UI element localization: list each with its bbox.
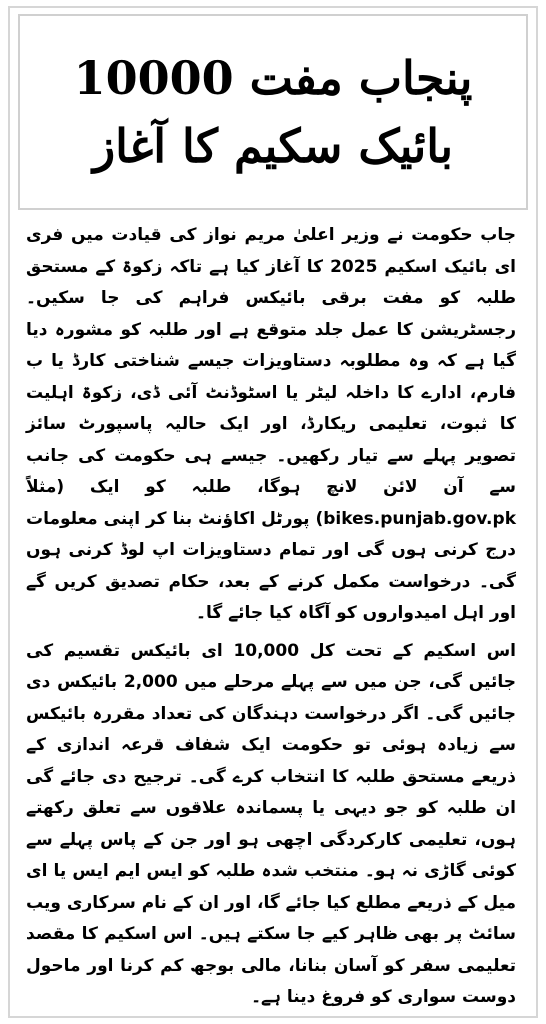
headline-line-1: پنجاب مفت 10000: [73, 51, 473, 105]
article-body: [26, 220, 516, 1007]
article-frame: [8, 6, 538, 1018]
paragraph-registration: جاب حکومت نے وزیر اعلیٰ مریم نواز کی قیادت میں فری ای بائیک اسکیم 2025 کا آغاز کیا ہے تاکہ زکوۃ کے مستحق طلبہ کو مفت برقی بائیکس فراہم کی جا سکیں۔ رجسٹریشن کا عمل جلد متوقع ہے اور طلبہ کو مشورہ دیا گیا ہے کہ وہ مطلوبہ دستاویزات جیسے شناختی کارڈ یا ب فارم، ادارے کا داخلہ لیٹر یا اسٹوڈنٹ آئی ڈی، زکوۃ اہلیت کا ثبوت، تعلیمی ریکارڈ، اور ایک حالیہ پاسپورٹ سائز تصویر پہلے سے تیار رکھیں۔ جیسے ہی حکومت کی جانب سے آن لائن لانچ ہوگا، طلبہ کو ایک (مثلاً bikes.punjab.gov.pk) پورٹل اکاؤنٹ بنا کر اپنی معلومات درج کرنی ہوں گی اور تمام دستاویزات اپ لوڈ کرنی ہوں گی۔ درخواست مکمل کرنے کے بعد، حکام تصدیق کریں گے اور اہل امیدواروں کو آگاہ کیا جائے گا۔: [26, 225, 516, 623]
paragraph-distribution: اس اسکیم کے تحت کل 10,000 ای بائیکس تقسیم کی جائیں گی، جن میں سے پہلے مرحلے میں 2,000 بائیکس دی جائیں گی۔ اگر درخواست دہندگان کی تعداد مقررہ بائیکس سے زیادہ ہوئی تو حکومت ایک شفاف قرعہ اندازی کے ذریعے مستحق طلبہ کا انتخاب کرے گی۔ ترجیح دی جائے گی ان طلبہ کو جو دیہی یا پسماندہ علاقوں سے تعلق رکھتے ہوں، تعلیمی کارکردگی اچھی ہو اور جن کے پاس پہلے سے کوئی گاڑی نہ ہو۔ منتخب شدہ طلبہ کو ایس ایم ایس یا ای میل کے ذریعے مطلع کیا جائے گا، اور ان کے نام سرکاری ویب سائٹ پر بھی ظاہر کیے جا سکتے ہیں۔ اس اسکیم کا مقصد تعلیمی سفر کو آسان بنانا، مالی بوجھ کم کرنا اور ماحول دوست سواری کو فروغ دینا ہے۔: [26, 640, 516, 1007]
headline-line-2: بائیک سکیم کا آغاز: [92, 119, 454, 173]
headline-box: [18, 14, 528, 210]
